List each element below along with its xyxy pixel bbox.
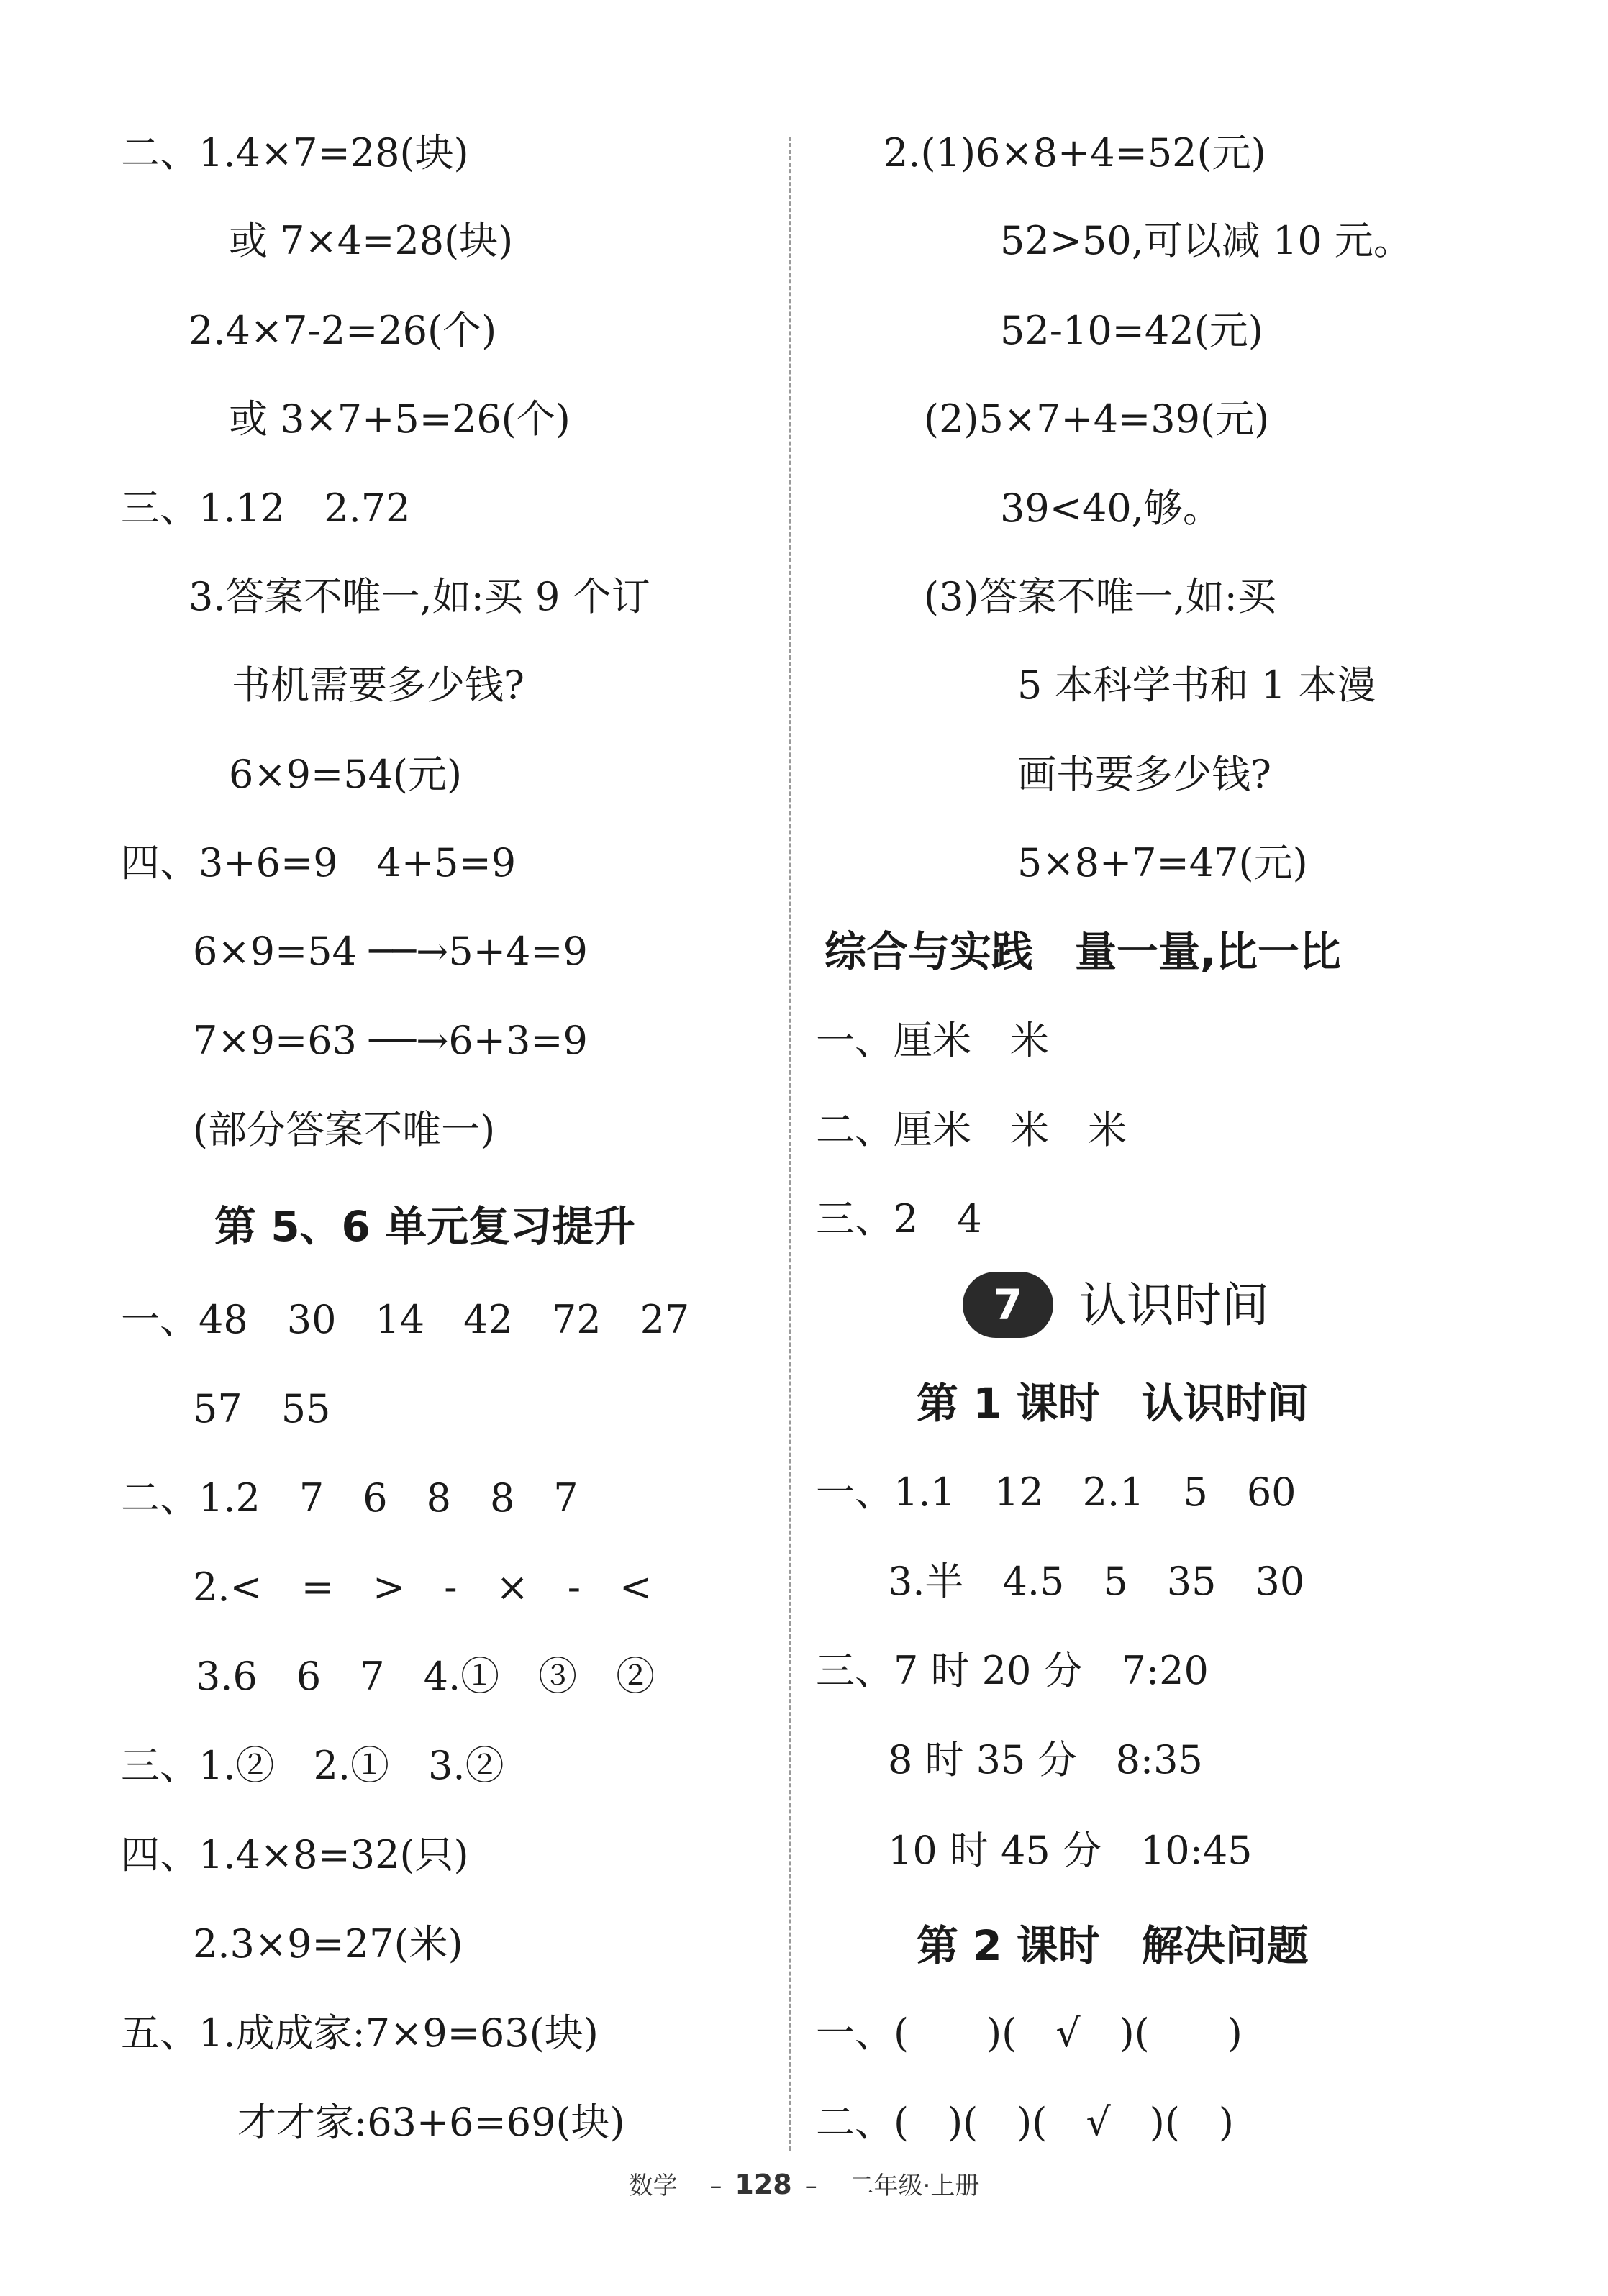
answer-line: 一、1.1 12 2.1 5 60: [816, 1470, 1296, 1515]
answer-line: 画书要多少钱?: [1017, 752, 1271, 797]
page-number: 128: [735, 2169, 792, 2200]
answer-line: 5 本科学书和 1 本漫: [1017, 662, 1376, 708]
answer-line: 二、厘米 米 米: [816, 1107, 1127, 1152]
answer-line: 7×9=63 ──→6+3=9: [193, 1018, 588, 1063]
answer-line: 10 时 45 分 10:45: [888, 1828, 1253, 1873]
answer-line: 52>50,可以减 10 元。: [1000, 218, 1412, 263]
answer-line: 8 时 35 分 8:35: [888, 1737, 1203, 1782]
lesson-heading: 第 1 课时 认识时间: [917, 1379, 1309, 1428]
answer-line: 2.4×7-2=26(个): [188, 308, 497, 353]
answer-line: 3.6 6 7 4.① ③ ②: [196, 1654, 655, 1699]
answer-line: (2)5×7+4=39(元): [924, 396, 1270, 442]
answer-line: 一、48 30 14 42 72 27: [121, 1297, 690, 1342]
footer-dash: –: [685, 2172, 722, 2200]
answer-line: 二、1.2 7 6 8 8 7: [121, 1475, 578, 1521]
answer-line: 才才家:63+6=69(块): [237, 2100, 625, 2145]
answer-line: 五、1.成成家:7×9=63(块): [121, 2010, 599, 2056]
answer-line: 三、2 4: [816, 1196, 982, 1242]
answer-line: 三、7 时 20 分 7:20: [816, 1648, 1209, 1693]
answer-line: 三、1.12 2.72: [121, 486, 411, 531]
column-divider: [789, 137, 791, 2151]
footer-grade: 二年级·上册: [849, 2172, 980, 2200]
answer-line: (部分答案不唯一): [193, 1107, 496, 1152]
answer-line: 6×9=54(元): [229, 752, 463, 797]
lesson-heading: 第 2 课时 解决问题: [917, 1921, 1309, 1970]
answer-line: 二、1.4×7=28(块): [121, 130, 469, 176]
answer-line: 57 55: [193, 1386, 331, 1431]
answer-line: 一、( )( √ )( ): [816, 2010, 1243, 2056]
unit-number-badge: 7: [963, 1272, 1053, 1338]
answer-line: 或 7×4=28(块): [229, 218, 514, 263]
answer-line: 3.半 4.5 5 35 30: [888, 1559, 1305, 1604]
answer-line: 四、1.4×8=32(只): [121, 1832, 469, 1877]
answer-line: 6×9=54 ──→5+4=9: [193, 929, 588, 974]
footer-dash: –: [804, 2172, 842, 2200]
answer-line: 3.答案不唯一,如:买 9 个订: [188, 574, 650, 619]
page-footer: [0, 2167, 1608, 2204]
answer-line: 一、厘米 米: [816, 1018, 1049, 1063]
answer-line: 书机需要多少钱?: [232, 662, 524, 708]
answer-line: 39<40,够。: [1000, 486, 1222, 531]
answer-line: 或 3×7+5=26(个): [229, 396, 571, 442]
unit-title: 认识时间: [1079, 1277, 1269, 1333]
answer-line: 2.3×9=27(米): [193, 1921, 463, 1967]
answer-line: 四、3+6=9 4+5=9: [121, 840, 517, 885]
answer-line: (3)答案不唯一,如:买: [924, 574, 1276, 619]
section-heading: 综合与实践 量一量,比一比: [825, 927, 1342, 976]
answer-line: 2.(1)6×8+4=52(元): [884, 130, 1266, 176]
answer-line: 三、1.② 2.① 3.②: [121, 1743, 504, 1788]
footer-subject: 数学: [628, 2172, 678, 2200]
answer-line: 5×8+7=47(元): [1017, 840, 1308, 885]
answer-line: 52-10=42(元): [1000, 308, 1263, 353]
answer-line: 二、( )( )( √ )( ): [816, 2100, 1234, 2145]
section-heading: 第 5、6 单元复习提升: [214, 1202, 636, 1251]
answer-line: 2.< = > - × - <: [193, 1564, 653, 1610]
